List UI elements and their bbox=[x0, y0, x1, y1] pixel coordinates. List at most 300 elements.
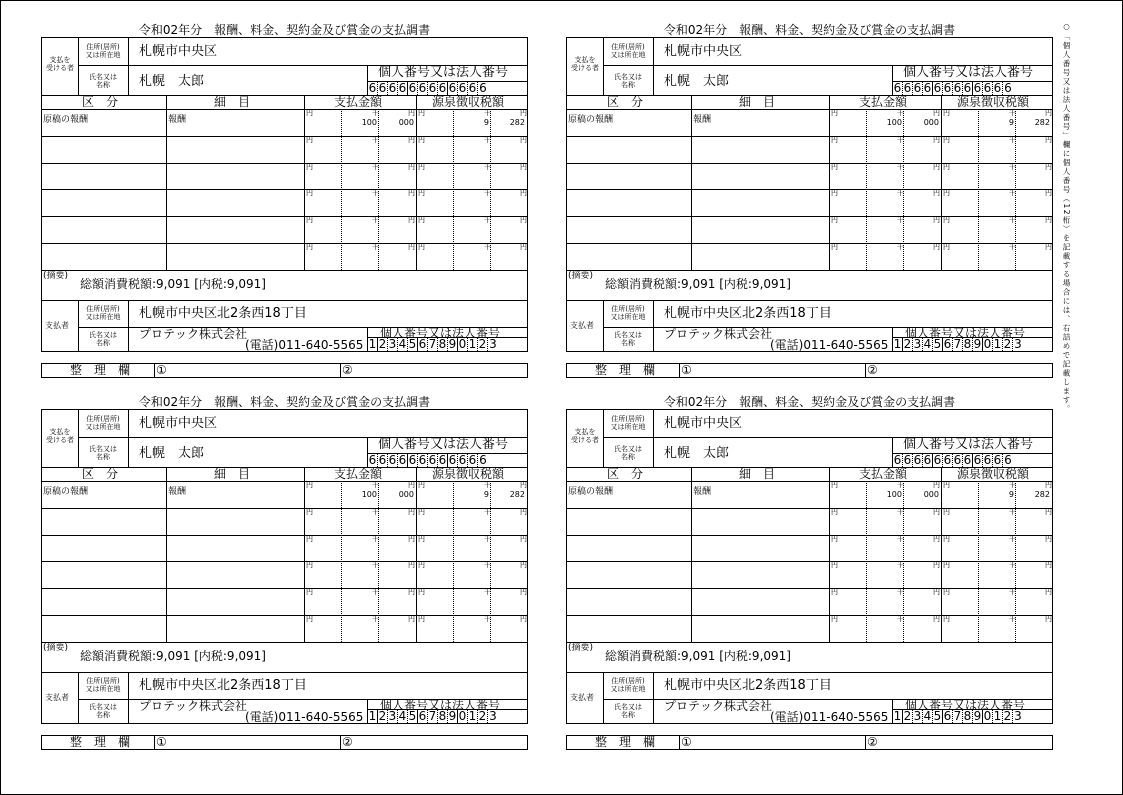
withholding-thousands: 9 bbox=[1008, 118, 1014, 127]
id-digit: 2 bbox=[1003, 337, 1012, 351]
id-digit: 6 bbox=[963, 81, 972, 95]
id-digit: 5 bbox=[933, 337, 942, 351]
unit-yen: 円 bbox=[933, 534, 940, 543]
unit-thousand: 千 bbox=[1009, 481, 1016, 489]
unit-yen: 円 bbox=[1045, 135, 1052, 144]
remarks-text: 総額消費税額:9,091 [内税:9,091] bbox=[80, 649, 266, 663]
unit-yen: 円 bbox=[831, 189, 838, 198]
unit-thousand: 千 bbox=[897, 481, 904, 489]
table-row bbox=[42, 136, 527, 163]
seiri-label: 整 理 欄 bbox=[70, 363, 131, 377]
table-row bbox=[42, 588, 527, 615]
unit-thousand: 千 bbox=[897, 189, 904, 198]
payer-name: プロテック株式会社 bbox=[139, 699, 248, 713]
unit-yen: 円 bbox=[933, 109, 940, 117]
id-digit: 7 bbox=[428, 337, 437, 351]
unit-yen: 円 bbox=[933, 561, 940, 570]
seiri-mark-2: ② bbox=[342, 363, 353, 377]
table-row bbox=[567, 535, 1052, 562]
id-digit: 4 bbox=[923, 709, 932, 723]
id-digit: 0 bbox=[983, 709, 992, 723]
recipient-name-label: 氏名又は 名称 bbox=[89, 73, 117, 89]
payer-id-label: 個人番号又は法人番号 bbox=[905, 326, 1026, 340]
unit-yen: 円 bbox=[408, 162, 415, 171]
id-digit: 1 bbox=[893, 337, 902, 351]
payer-section-label: 支払者 bbox=[570, 321, 594, 330]
unit-yen: 円 bbox=[943, 615, 950, 623]
unit-yen: 円 bbox=[520, 588, 527, 597]
id-digit: 5 bbox=[408, 709, 417, 723]
seiri-label: 整 理 欄 bbox=[70, 735, 131, 749]
id-digit: 1 bbox=[368, 337, 377, 351]
unit-thousand: 千 bbox=[372, 189, 379, 198]
unit-thousand: 千 bbox=[484, 243, 491, 251]
unit-yen: 円 bbox=[418, 588, 425, 597]
unit-yen: 円 bbox=[1045, 216, 1052, 225]
unit-thousand: 千 bbox=[484, 588, 491, 597]
unit-yen: 円 bbox=[306, 189, 313, 198]
unit-yen: 円 bbox=[520, 109, 527, 117]
column-category: 区 分 bbox=[82, 95, 119, 109]
table-row bbox=[42, 109, 527, 136]
id-digit: 1 bbox=[468, 709, 477, 723]
row-category: 原稿の報酬 bbox=[43, 115, 89, 125]
payer-id-digits bbox=[893, 709, 1023, 723]
unit-thousand: 千 bbox=[372, 135, 379, 144]
unit-yen: 円 bbox=[943, 216, 950, 225]
payer-name-label: 氏名又は 名称 bbox=[89, 331, 117, 347]
recipient-id-label: 個人番号又は法人番号 bbox=[903, 437, 1034, 452]
id-digit: 6 bbox=[408, 81, 417, 95]
unit-thousand: 千 bbox=[372, 162, 379, 171]
unit-yen: 円 bbox=[1045, 534, 1052, 543]
unit-yen: 円 bbox=[520, 135, 527, 144]
payer-section-label: 支払者 bbox=[45, 693, 69, 702]
column-withholding: 源泉徴収税額 bbox=[432, 95, 505, 109]
unit-yen: 円 bbox=[1045, 243, 1052, 251]
id-digit: 8 bbox=[963, 709, 972, 723]
unit-yen: 円 bbox=[943, 243, 950, 251]
withholding-ones: 282 bbox=[509, 490, 525, 499]
table-row bbox=[567, 481, 1052, 508]
unit-yen: 円 bbox=[943, 534, 950, 543]
unit-yen: 円 bbox=[831, 615, 838, 623]
id-digit: 7 bbox=[428, 709, 437, 723]
id-digit: 1 bbox=[993, 337, 1002, 351]
id-digit: 2 bbox=[378, 337, 387, 351]
id-digit: 6 bbox=[923, 453, 932, 467]
remarks-label: (摘要) bbox=[43, 271, 69, 281]
unit-yen: 円 bbox=[1045, 588, 1052, 597]
unit-yen: 円 bbox=[520, 507, 527, 516]
unit-yen: 円 bbox=[943, 481, 950, 489]
id-digit: 6 bbox=[933, 453, 942, 467]
id-digit: 6 bbox=[378, 453, 387, 467]
unit-yen: 円 bbox=[306, 561, 313, 570]
payer-name: プロテック株式会社 bbox=[664, 327, 773, 341]
unit-yen: 円 bbox=[306, 534, 313, 543]
slip-bottom-right bbox=[566, 395, 1053, 766]
unit-yen: 円 bbox=[933, 189, 940, 198]
seiri-row bbox=[566, 735, 1053, 750]
table-row bbox=[42, 535, 527, 562]
id-digit: 6 bbox=[398, 453, 407, 467]
id-digit: 6 bbox=[418, 337, 427, 351]
unit-yen: 円 bbox=[1045, 189, 1052, 198]
id-digit: 1 bbox=[993, 709, 1002, 723]
unit-yen: 円 bbox=[306, 109, 313, 117]
unit-thousand: 千 bbox=[1009, 507, 1016, 516]
id-digit: 6 bbox=[1004, 81, 1012, 95]
id-digit: 6 bbox=[428, 81, 437, 95]
column-withholding: 源泉徴収税額 bbox=[432, 467, 505, 481]
unit-yen: 円 bbox=[408, 534, 415, 543]
slip-bottom-left bbox=[41, 395, 528, 766]
unit-yen: 円 bbox=[418, 243, 425, 251]
unit-yen: 円 bbox=[520, 561, 527, 570]
recipient-id-digits bbox=[368, 453, 488, 467]
unit-yen: 円 bbox=[831, 162, 838, 171]
column-category: 区 分 bbox=[607, 467, 644, 481]
unit-thousand: 千 bbox=[1009, 588, 1016, 597]
unit-thousand: 千 bbox=[1009, 561, 1016, 570]
unit-yen: 円 bbox=[408, 216, 415, 225]
payer-phone: (電話)011-640-5565 bbox=[770, 710, 889, 724]
id-digit: 6 bbox=[398, 81, 407, 95]
id-digit: 6 bbox=[378, 81, 387, 95]
recipient-address-label: 住所(居所) 又は所在地 bbox=[85, 43, 121, 59]
unit-yen: 円 bbox=[943, 135, 950, 144]
id-digit: 7 bbox=[953, 709, 962, 723]
unit-thousand: 千 bbox=[372, 534, 379, 543]
unit-yen: 円 bbox=[306, 135, 313, 144]
id-digit: 5 bbox=[408, 337, 417, 351]
unit-yen: 円 bbox=[408, 561, 415, 570]
unit-yen: 円 bbox=[933, 507, 940, 516]
table-row bbox=[567, 109, 1052, 136]
id-digit: 6 bbox=[438, 81, 447, 95]
table-row bbox=[42, 189, 527, 216]
remarks-text: 総額消費税額:9,091 [内税:9,091] bbox=[605, 649, 791, 663]
recipient-address: 札幌市中央区 bbox=[139, 44, 218, 59]
unit-yen: 円 bbox=[408, 189, 415, 198]
payer-address-label: 住所(居所) 又は所在地 bbox=[610, 677, 646, 693]
slip-table bbox=[566, 409, 1053, 724]
unit-yen: 円 bbox=[418, 216, 425, 225]
unit-thousand: 千 bbox=[897, 109, 904, 117]
table-row bbox=[567, 561, 1052, 588]
unit-yen: 円 bbox=[408, 135, 415, 144]
id-digit: 6 bbox=[993, 453, 1002, 467]
seiri-mark-2: ② bbox=[342, 735, 353, 749]
table-row bbox=[567, 189, 1052, 216]
unit-thousand: 千 bbox=[484, 534, 491, 543]
payer-id-label: 個人番号又は法人番号 bbox=[905, 698, 1026, 712]
table-row bbox=[42, 243, 527, 270]
id-digit: 6 bbox=[458, 81, 467, 95]
id-digit: 6 bbox=[983, 453, 992, 467]
unit-thousand: 千 bbox=[897, 534, 904, 543]
unit-yen: 円 bbox=[831, 135, 838, 144]
id-digit: 0 bbox=[983, 337, 992, 351]
table-row bbox=[567, 136, 1052, 163]
id-digit: 3 bbox=[489, 337, 497, 351]
payment-ones: 000 bbox=[398, 118, 414, 127]
id-digit: 7 bbox=[953, 337, 962, 351]
id-digit: 2 bbox=[478, 337, 487, 351]
recipient-name-label: 氏名又は 名称 bbox=[89, 445, 117, 461]
id-digit: 6 bbox=[438, 453, 447, 467]
id-digit: 6 bbox=[973, 81, 982, 95]
unit-yen: 円 bbox=[943, 189, 950, 198]
id-digit: 6 bbox=[943, 81, 952, 95]
unit-thousand: 千 bbox=[372, 243, 379, 251]
id-digit: 6 bbox=[388, 81, 397, 95]
column-payment: 支払金額 bbox=[859, 95, 908, 109]
unit-thousand: 千 bbox=[372, 507, 379, 516]
unit-yen: 円 bbox=[520, 243, 527, 251]
id-digit: 9 bbox=[448, 337, 457, 351]
unit-yen: 円 bbox=[408, 109, 415, 117]
recipient-name: 札幌 太郎 bbox=[139, 446, 205, 461]
column-detail: 細 目 bbox=[214, 467, 251, 481]
id-digit: 6 bbox=[448, 453, 457, 467]
unit-thousand: 千 bbox=[372, 588, 379, 597]
unit-thousand: 千 bbox=[897, 162, 904, 171]
unit-yen: 円 bbox=[831, 561, 838, 570]
payer-name-label: 氏名又は 名称 bbox=[614, 331, 642, 347]
unit-yen: 円 bbox=[831, 481, 838, 489]
column-withholding: 源泉徴収税額 bbox=[957, 95, 1030, 109]
row-category: 原稿の報酬 bbox=[43, 487, 89, 497]
unit-yen: 円 bbox=[520, 189, 527, 198]
column-payment: 支払金額 bbox=[334, 95, 383, 109]
unit-yen: 円 bbox=[520, 216, 527, 225]
withholding-thousands: 9 bbox=[483, 118, 489, 127]
recipient-id-label: 個人番号又は法人番号 bbox=[903, 65, 1034, 80]
payer-name-label: 氏名又は 名称 bbox=[89, 703, 117, 719]
row-category: 原稿の報酬 bbox=[568, 487, 614, 497]
column-detail: 細 目 bbox=[739, 467, 776, 481]
id-digit: 6 bbox=[418, 81, 427, 95]
payment-thousands: 100 bbox=[361, 118, 377, 127]
column-withholding: 源泉徴収税額 bbox=[957, 467, 1030, 481]
seiri-mark-1: ① bbox=[156, 363, 167, 377]
unit-thousand: 千 bbox=[897, 216, 904, 225]
unit-yen: 円 bbox=[933, 135, 940, 144]
unit-yen: 円 bbox=[520, 534, 527, 543]
id-digit: 6 bbox=[468, 81, 477, 95]
unit-yen: 円 bbox=[418, 507, 425, 516]
withholding-ones: 282 bbox=[1034, 118, 1050, 127]
unit-yen: 円 bbox=[520, 481, 527, 489]
unit-yen: 円 bbox=[418, 189, 425, 198]
id-digit: 6 bbox=[418, 453, 427, 467]
id-digit: 6 bbox=[973, 453, 982, 467]
row-detail: 報酬 bbox=[168, 115, 187, 125]
unit-thousand: 千 bbox=[484, 135, 491, 144]
unit-yen: 円 bbox=[1045, 109, 1052, 117]
id-digit: 2 bbox=[903, 337, 912, 351]
row-detail: 報酬 bbox=[168, 487, 187, 497]
payer-name: プロテック株式会社 bbox=[139, 327, 248, 341]
table-row bbox=[42, 561, 527, 588]
unit-thousand: 千 bbox=[1009, 135, 1016, 144]
seiri-label: 整 理 欄 bbox=[595, 363, 656, 377]
id-digit: 3 bbox=[913, 709, 922, 723]
id-digit: 6 bbox=[388, 453, 397, 467]
recipient-name: 札幌 太郎 bbox=[664, 446, 730, 461]
unit-thousand: 千 bbox=[372, 216, 379, 225]
id-digit: 6 bbox=[903, 81, 912, 95]
payment-ones: 000 bbox=[398, 490, 414, 499]
id-digit: 6 bbox=[993, 81, 1002, 95]
recipient-address-label: 住所(居所) 又は所在地 bbox=[85, 415, 121, 431]
payer-id-digits bbox=[368, 709, 498, 723]
recipient-id-digits bbox=[893, 81, 1013, 95]
id-digit: 2 bbox=[478, 709, 487, 723]
table-row bbox=[567, 615, 1052, 642]
unit-yen: 円 bbox=[418, 162, 425, 171]
remarks-label: (摘要) bbox=[568, 271, 594, 281]
unit-yen: 円 bbox=[933, 481, 940, 489]
unit-yen: 円 bbox=[831, 534, 838, 543]
payer-address-label: 住所(居所) 又は所在地 bbox=[85, 305, 121, 321]
id-digit: 1 bbox=[468, 337, 477, 351]
unit-thousand: 千 bbox=[372, 481, 379, 489]
recipient-name-label: 氏名又は 名称 bbox=[614, 445, 642, 461]
id-digit: 3 bbox=[388, 337, 397, 351]
unit-yen: 円 bbox=[306, 481, 313, 489]
id-digit: 6 bbox=[943, 453, 952, 467]
slip-title: 令和02年分 報酬、料金、契約金及び賞金の支払調書 bbox=[138, 23, 431, 37]
table-row bbox=[42, 216, 527, 243]
unit-yen: 円 bbox=[408, 615, 415, 623]
id-digit: 6 bbox=[963, 453, 972, 467]
payer-section-label: 支払者 bbox=[570, 693, 594, 702]
recipient-address-label: 住所(居所) 又は所在地 bbox=[610, 43, 646, 59]
slip-title: 令和02年分 報酬、料金、契約金及び賞金の支払調書 bbox=[663, 23, 956, 37]
unit-thousand: 千 bbox=[1009, 109, 1016, 117]
recipient-section-label: 支払を 受ける者 bbox=[46, 56, 74, 72]
unit-yen: 円 bbox=[943, 162, 950, 171]
remarks-label: (摘要) bbox=[568, 643, 594, 653]
seiri-mark-1: ① bbox=[681, 363, 692, 377]
payment-thousands: 100 bbox=[361, 490, 377, 499]
payment-ones: 000 bbox=[923, 118, 939, 127]
unit-yen: 円 bbox=[831, 109, 838, 117]
row-category: 原稿の報酬 bbox=[568, 115, 614, 125]
id-digit: 6 bbox=[458, 453, 467, 467]
unit-thousand: 千 bbox=[372, 109, 379, 117]
unit-yen: 円 bbox=[831, 507, 838, 516]
unit-yen: 円 bbox=[1045, 481, 1052, 489]
unit-thousand: 千 bbox=[897, 507, 904, 516]
id-digit: 6 bbox=[913, 81, 922, 95]
table-row bbox=[42, 481, 527, 508]
table-row bbox=[567, 588, 1052, 615]
unit-thousand: 千 bbox=[897, 243, 904, 251]
unit-yen: 円 bbox=[933, 588, 940, 597]
unit-yen: 円 bbox=[306, 216, 313, 225]
unit-yen: 円 bbox=[306, 588, 313, 597]
unit-thousand: 千 bbox=[372, 561, 379, 570]
id-digit: 4 bbox=[398, 709, 407, 723]
unit-yen: 円 bbox=[943, 507, 950, 516]
id-digit: 6 bbox=[933, 81, 942, 95]
id-digit: 9 bbox=[973, 337, 982, 351]
recipient-address: 札幌市中央区 bbox=[664, 44, 743, 59]
id-digit: 8 bbox=[963, 337, 972, 351]
payer-phone: (電話)011-640-5565 bbox=[770, 338, 889, 352]
unit-thousand: 千 bbox=[484, 189, 491, 198]
unit-yen: 円 bbox=[831, 216, 838, 225]
id-digit: 9 bbox=[973, 709, 982, 723]
recipient-name-label: 氏名又は 名称 bbox=[614, 73, 642, 89]
withholding-thousands: 9 bbox=[1008, 490, 1014, 499]
withholding-ones: 282 bbox=[1034, 490, 1050, 499]
id-digit: 6 bbox=[1004, 453, 1012, 467]
unit-yen: 円 bbox=[418, 561, 425, 570]
unit-thousand: 千 bbox=[484, 109, 491, 117]
recipient-name: 札幌 太郎 bbox=[139, 74, 205, 89]
unit-yen: 円 bbox=[306, 615, 313, 623]
unit-yen: 円 bbox=[408, 507, 415, 516]
unit-yen: 円 bbox=[418, 481, 425, 489]
seiri-mark-1: ① bbox=[156, 735, 167, 749]
recipient-address: 札幌市中央区 bbox=[664, 416, 743, 431]
id-digit: 6 bbox=[953, 81, 962, 95]
seiri-mark-2: ② bbox=[867, 363, 878, 377]
id-digit: 6 bbox=[368, 453, 377, 467]
payment-ones: 000 bbox=[923, 490, 939, 499]
id-digit: 6 bbox=[953, 453, 962, 467]
row-detail: 報酬 bbox=[693, 115, 712, 125]
column-detail: 細 目 bbox=[214, 95, 251, 109]
unit-yen: 円 bbox=[831, 243, 838, 251]
payer-address: 札幌市中央区北2条西18丁目 bbox=[664, 678, 832, 693]
slip-table bbox=[41, 409, 528, 724]
id-digit: 6 bbox=[368, 81, 377, 95]
id-digit: 8 bbox=[438, 337, 447, 351]
unit-yen: 円 bbox=[1045, 162, 1052, 171]
unit-yen: 円 bbox=[831, 588, 838, 597]
id-digit: 3 bbox=[1014, 337, 1022, 351]
unit-yen: 円 bbox=[1045, 507, 1052, 516]
id-digit: 2 bbox=[378, 709, 387, 723]
id-digit: 4 bbox=[398, 337, 407, 351]
table-row bbox=[42, 508, 527, 535]
payer-address: 札幌市中央区北2条西18丁目 bbox=[664, 306, 832, 321]
unit-thousand: 千 bbox=[897, 135, 904, 144]
unit-yen: 円 bbox=[306, 507, 313, 516]
recipient-address: 札幌市中央区 bbox=[139, 416, 218, 431]
id-digit: 6 bbox=[479, 453, 487, 467]
seiri-mark-2: ② bbox=[867, 735, 878, 749]
payer-address-label: 住所(居所) 又は所在地 bbox=[610, 305, 646, 321]
id-digit: 2 bbox=[1003, 709, 1012, 723]
unit-thousand: 千 bbox=[897, 588, 904, 597]
recipient-id-label: 個人番号又は法人番号 bbox=[378, 65, 509, 80]
payer-phone: (電話)011-640-5565 bbox=[245, 338, 364, 352]
unit-yen: 円 bbox=[943, 588, 950, 597]
unit-yen: 円 bbox=[306, 162, 313, 171]
id-digit: 6 bbox=[893, 453, 902, 467]
table-row bbox=[567, 163, 1052, 190]
slip-top-right bbox=[566, 23, 1053, 394]
recipient-id-digits bbox=[368, 81, 488, 95]
id-digit: 3 bbox=[489, 709, 497, 723]
